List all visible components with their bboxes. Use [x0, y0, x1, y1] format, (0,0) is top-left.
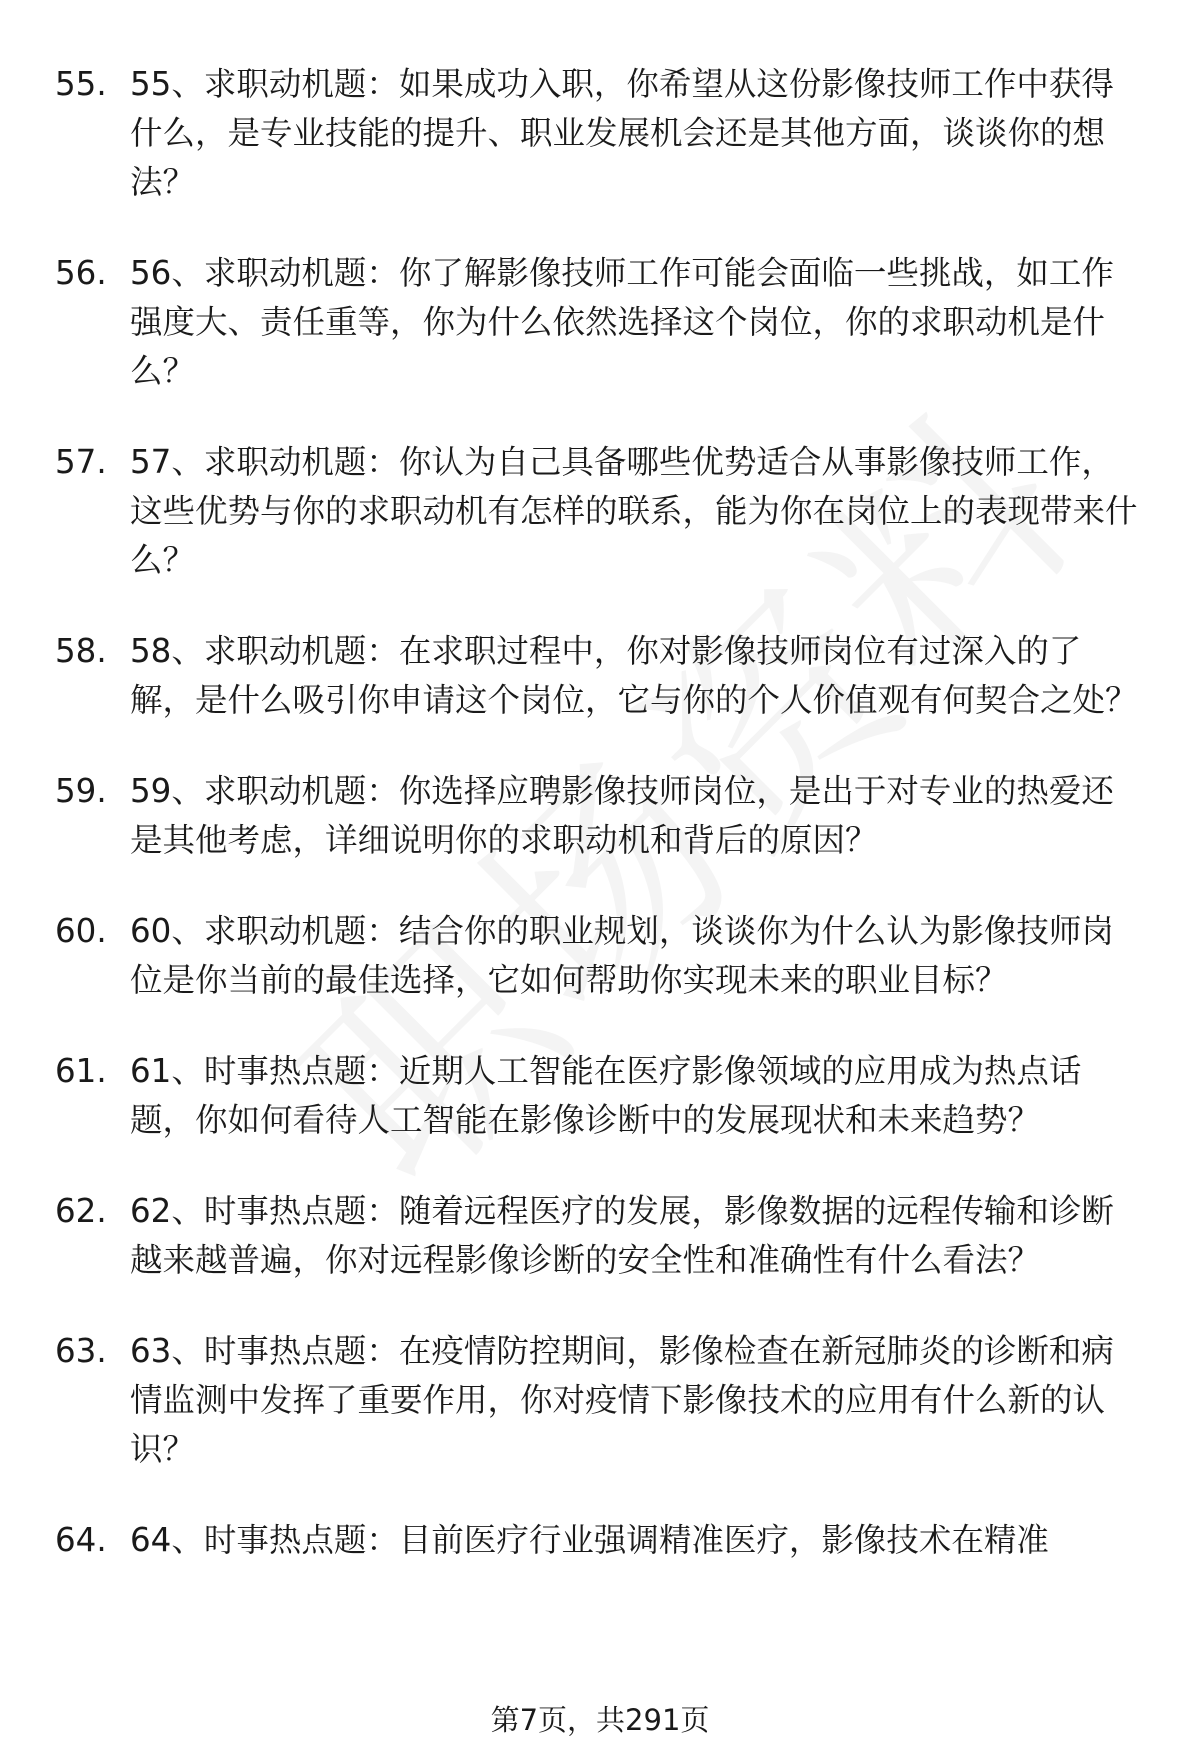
list-item	[55, 627, 1145, 725]
item-number: 63.	[55, 1332, 107, 1370]
list-item	[55, 1047, 1145, 1145]
item-number: 57.	[55, 443, 107, 481]
item-text: 57、求职动机题：你认为自己具备哪些优势适合从事影像技师工作，这些优势与你的求职动机有怎样的联系，能为你在岗位上的表现带来什么？	[130, 443, 1138, 579]
item-text: 55、求职动机题：如果成功入职，你希望从这份影像技师工作中获得什么，是专业技能的提升、职业发展机会还是其他方面，谈谈你的想法？	[130, 65, 1114, 201]
item-number: 64.	[55, 1521, 107, 1559]
page-footer: 第7页，共291页	[490, 1703, 710, 1737]
item-number: 61.	[55, 1052, 107, 1090]
item-number: 55.	[55, 65, 107, 103]
list-item	[55, 1516, 1145, 1565]
list-item	[55, 767, 1145, 865]
item-number: 58.	[55, 632, 107, 670]
item-text: 58、求职动机题：在求职过程中，你对影像技师岗位有过深入的了解，是什么吸引你申请这个岗位，它与你的个人价值观有何契合之处？	[130, 632, 1138, 719]
item-text: 63、时事热点题：在疫情防控期间，影像检查在新冠肺炎的诊断和病情监测中发挥了重要作用，你对疫情下影像技术的应用有什么新的认识？	[130, 1332, 1114, 1468]
list-item	[55, 1187, 1145, 1285]
item-text: 59、求职动机题：你选择应聘影像技师岗位，是出于对专业的热爱还是其他考虑，详细说明你的求职动机和背后的原因？	[130, 772, 1114, 859]
item-number: 60.	[55, 912, 107, 950]
item-text: 61、时事热点题：近期人工智能在医疗影像领域的应用成为热点话题，你如何看待人工智能在影像诊断中的发展现状和未来趋势？	[130, 1052, 1082, 1139]
item-number: 62.	[55, 1192, 107, 1230]
item-number: 59.	[55, 772, 107, 810]
list-item	[55, 249, 1145, 396]
list-item	[55, 60, 1145, 207]
item-number: 56.	[55, 254, 107, 292]
item-text: 60、求职动机题：结合你的职业规划，谈谈你为什么认为影像技师岗位是你当前的最佳选择，它如何帮助你实现未来的职业目标？	[130, 912, 1114, 999]
list-item	[55, 438, 1145, 585]
item-text: 56、求职动机题：你了解影像技师工作可能会面临一些挑战，如工作强度大、责任重等，你为什么依然选择这个岗位，你的求职动机是什么？	[130, 254, 1114, 390]
list-item	[55, 1327, 1145, 1474]
question-list	[55, 60, 1145, 1607]
item-text: 64、时事热点题：目前医疗行业强调精准医疗，影像技术在精准	[130, 1521, 1049, 1559]
item-text: 62、时事热点题：随着远程医疗的发展，影像数据的远程传输和诊断越来越普遍，你对远程影像诊断的安全性和准确性有什么看法？	[130, 1192, 1114, 1279]
list-item	[55, 907, 1145, 1005]
